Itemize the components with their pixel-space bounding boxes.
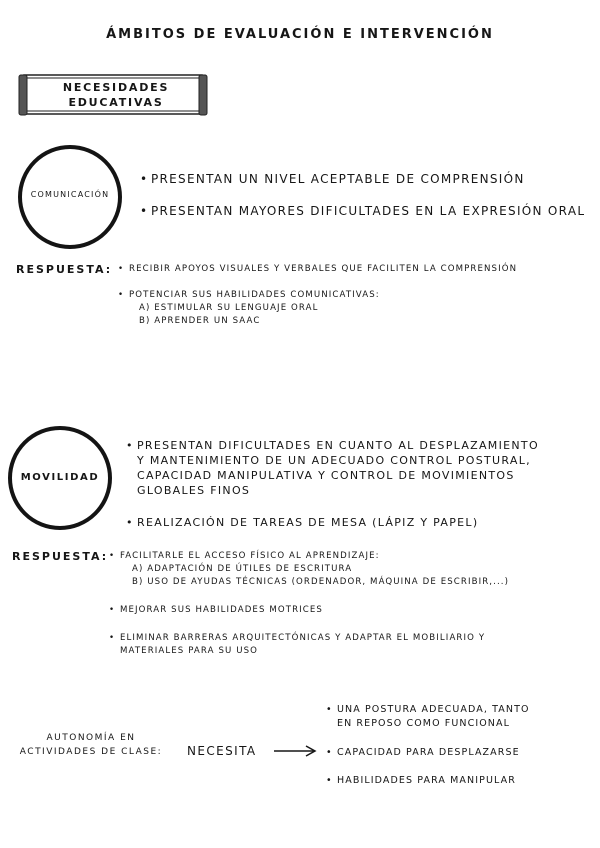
comunicacion-respuesta-2 [129, 289, 380, 328]
bullet-line: • PRESENTAN DIFICULTADES EN CUANTO AL DESPLAZAMIENTO [137, 439, 539, 452]
autonomia-item-3: • HABILIDADES PARA MANIPULAR [337, 774, 516, 787]
respuesta-text: FACILITARLE EL ACCESO FÍSICO AL APRENDIZAJE: [120, 551, 380, 561]
autonomia-item-line: • UNA POSTURA ADECUADA, TANTO [337, 704, 530, 715]
autonomia-label-line-1: AUTONOMÍA EN [46, 733, 136, 743]
banner-line-2: EDUCATIVAS [68, 96, 164, 109]
respuesta-sub-a: A) ESTIMULAR SU LENGUAJE ORAL [139, 303, 319, 313]
bullet-line: GLOBALES FINOS [137, 484, 251, 497]
movilidad-respuesta-label: RESPUESTA: [12, 550, 109, 563]
autonomia-item-2: • CAPACIDAD PARA DESPLAZARSE [337, 746, 520, 759]
movilidad-respuesta-3 [120, 632, 485, 658]
comunicacion-respuesta-1: • RECIBIR APOYOS VISUALES Y VERBALES QUE FACILITEN LA COMPRENSIÓN [129, 263, 517, 276]
respuesta-sub-b: B) APRENDER UN SAAC [139, 316, 261, 326]
comunicacion-bullet-2: • PRESENTAN MAYORES DIFICULTADES EN LA EXPRESIÓN ORAL [151, 204, 585, 219]
respuesta-sub-b: B) USO DE AYUDAS TÉCNICAS (ORDENADOR, MÁQUINA DE ESCRIBIR,...) [132, 577, 510, 587]
movilidad-respuesta-1 [120, 550, 509, 589]
movilidad-bullet-1 [137, 438, 539, 498]
autonomia-item-1 [337, 703, 530, 731]
respuesta-sub-a: A) ADAPTACIÓN DE ÚTILES DE ESCRITURA [132, 564, 353, 574]
autonomia-item-line: EN REPOSO COMO FUNCIONAL [337, 718, 511, 729]
respuesta-text: POTENCIAR SUS HABILIDADES COMUNICATIVAS: [129, 290, 380, 300]
banner-line-1: NECESIDADES [62, 81, 170, 94]
autonomia-label-line-2: ACTIVIDADES DE CLASE: [19, 747, 163, 757]
bullet-line: Y MANTENIMIENTO DE UN ADECUADO CONTROL POSTURAL, [137, 454, 531, 467]
page-title: ÁMBITOS DE EVALUACIÓN E INTERVENCIÓN [106, 27, 494, 42]
necesita-text: NECESITA [187, 744, 257, 758]
autonomia-label [6, 731, 176, 759]
banner-title [36, 80, 196, 110]
movilidad-label: MOVILIDAD [20, 472, 100, 483]
bullet-line: CAPACIDAD MANIPULATIVA Y CONTROL DE MOVIMIENTOS [137, 469, 515, 482]
comunicacion-respuesta-label: RESPUESTA: [16, 263, 113, 276]
respuesta-line: MATERIALES PARA SU USO [120, 646, 259, 656]
respuesta-line: • ELIMINAR BARRERAS ARQUITECTÓNICAS Y ADAPTAR EL MOBILIARIO Y [120, 633, 486, 643]
comunicacion-bullet-1: • PRESENTAN UN NIVEL ACEPTABLE DE COMPRENSIÓN [151, 172, 525, 187]
comunicacion-label: COMUNICACIÓN [30, 190, 110, 199]
movilidad-bullet-2: • REALIZACIÓN DE TAREAS DE MESA (LÁPIZ Y PAPEL) [137, 515, 478, 530]
arrow-right-icon [272, 743, 318, 759]
movilidad-respuesta-2: • MEJORAR SUS HABILIDADES MOTRICES [120, 604, 323, 617]
